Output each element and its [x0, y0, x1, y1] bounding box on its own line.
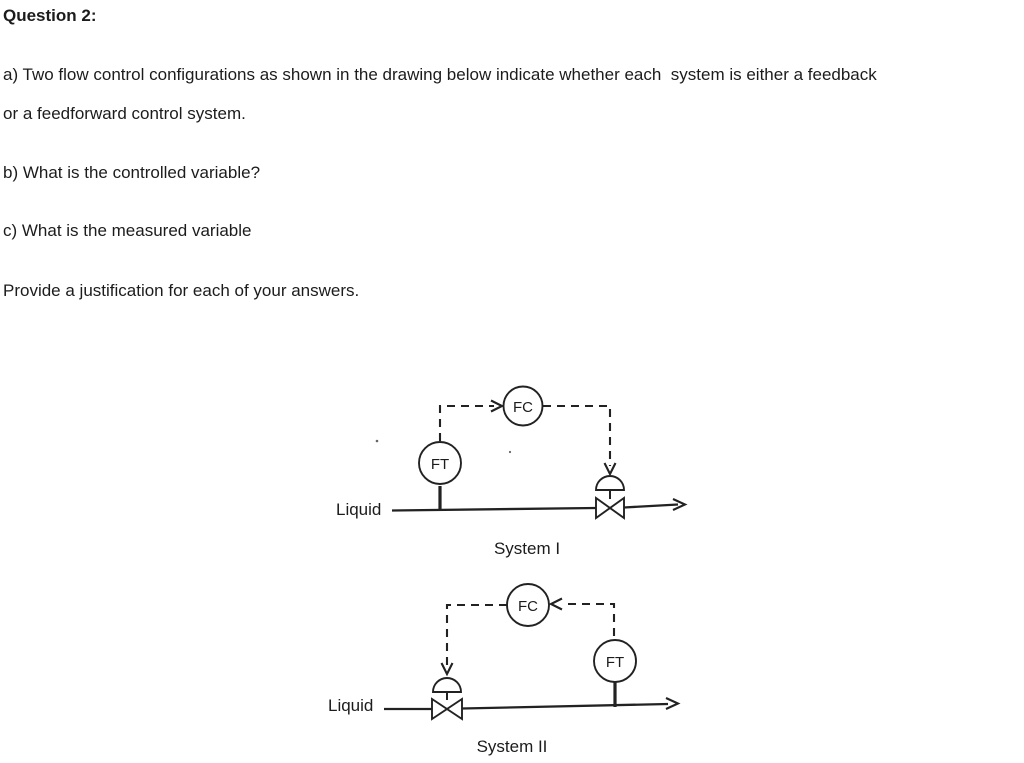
system2-valve-actuator-dome-icon: [433, 678, 461, 692]
system2-signal-fc-to-valve: [447, 605, 507, 666]
system2-pipe-right: [462, 704, 668, 709]
question-heading: Question 2:: [3, 6, 97, 25]
system1-control-valve-icon: [596, 498, 610, 518]
system1-valve-actuator-dome-icon: [596, 476, 624, 490]
question-closing: Provide a justification for each of your answers.: [3, 281, 360, 300]
system2-feed-label: Liquid: [328, 696, 374, 715]
system1-signal-ft-to-fc: [440, 406, 494, 441]
scan-speck: [509, 451, 511, 453]
scan-speck: [376, 440, 379, 443]
system1-pipe-left: [392, 508, 596, 511]
system1-title: System I: [493, 539, 561, 558]
system2-diagram: [310, 580, 700, 763]
system1-control-valve-icon: [610, 498, 624, 518]
system1-feed-label: Liquid: [336, 500, 382, 519]
question-part-c: c) What is the measured variable: [3, 221, 252, 240]
system1-signal-fc-to-valve: [543, 406, 610, 466]
system2-signal-arrow-icon: [551, 599, 562, 610]
system2-fc-label: FC: [518, 598, 538, 615]
system2-ft-label: FT: [605, 654, 625, 671]
question-part-a-line1: a) Two flow control configurations as shown in the drawing below indicate whether each system is either a feedback: [3, 65, 877, 84]
system1-fc-label: FC: [513, 399, 533, 416]
system1-pipe-right: [624, 505, 678, 508]
system1-valve-signal-arrow-icon: [605, 463, 616, 474]
system2-title: System II: [476, 737, 548, 756]
system2-control-valve-icon: [432, 699, 447, 719]
question-part-b: b) What is the controlled variable?: [3, 163, 261, 182]
question-part-a-line2: or a feedforward control system.: [3, 104, 246, 123]
system1-ft-label: FT: [430, 456, 450, 473]
system1-diagram: [320, 380, 700, 565]
system2-control-valve-icon: [447, 699, 462, 719]
system2-signal-ft-to-fc: [568, 604, 614, 640]
